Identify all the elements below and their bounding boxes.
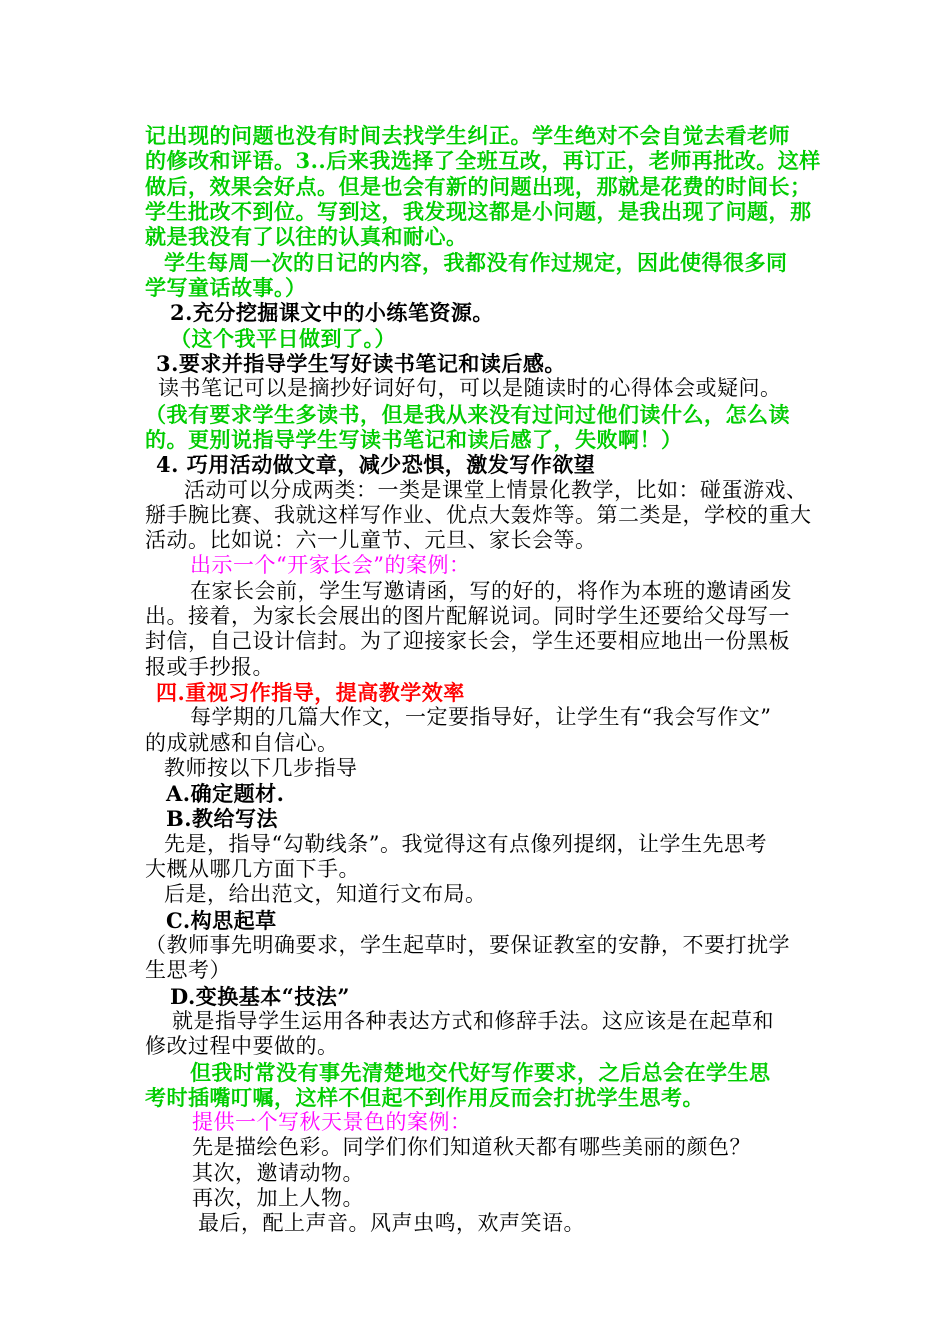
text-line: 教师按以下几步指导	[164, 756, 358, 780]
text-line: 考时插嘴叮嘱，这样不但起不到作用反而会打扰学生思考。	[145, 1085, 704, 1110]
text-line: 学写童话故事。）	[145, 275, 307, 300]
text-line: 出。接着，为家长会展出的图片配解说词。同时学生还要给父母写一	[145, 604, 790, 628]
text-line: 其次，邀请动物。	[192, 1161, 364, 1185]
text-line: 每学期的几篇大作文，一定要指导好，让学生有“我会写作文”	[190, 705, 772, 729]
text-line: 活动可以分成两类：一类是课堂上情景化教学，比如：碰蛋游戏、	[184, 478, 808, 502]
text-line: （教师事先明确要求，学生起草时，要保证教室的安静，不要打扰学	[145, 933, 790, 957]
case-heading: 出示一个“开家长会”的案例：	[190, 553, 471, 577]
text-line: 学生每周一次的日记的内容，我都没有作过规定，因此使得很多同	[164, 250, 788, 275]
text-line: 学生批改不到位。写到这，我发现这都是小问题，是我出现了问题，那	[145, 199, 812, 224]
text-line: 掰手腕比赛、我就这样写作业、优点大轰炸等。第二类是，学校的重大	[145, 503, 812, 527]
text-line: 生思考）	[145, 958, 231, 982]
text-line: 后是，给出范文，知道行文布局。	[164, 882, 487, 906]
text-line: 的修改和评语。3..后来我选择了全班互改，再订正，老师再批改。这样	[145, 148, 821, 173]
text-line: 做后，效果会好点。但是也会有新的问题出现，那就是花费的时间长；	[145, 174, 812, 199]
text-line: 就是指导学生运用各种表达方式和修辞手法。这应该是在起草和	[172, 1009, 774, 1033]
text-line: 但我时常没有事先清楚地交代好写作要求，之后总会在学生思	[190, 1060, 771, 1085]
text-line: 报或手抄报。	[145, 655, 274, 679]
text-line: 修改过程中要做的。	[145, 1034, 339, 1058]
text-line: 先是，指导“勾勒线条”。我觉得这有点像列提纲，让学生先思考	[164, 832, 767, 856]
text-line: 先是描绘色彩。同学们你们知道秋天都有哪些美丽的颜色？	[192, 1135, 751, 1159]
text-line: 最后，配上声音。风声虫鸣，欢声笑语。	[198, 1211, 585, 1235]
step-heading: D.变换基本“技法”	[170, 984, 350, 1009]
text-line: （我有要求学生多读书，但是我从来没有过问过他们读什么，怎么读	[145, 402, 790, 427]
text-line: 封信，自己设计信封。为了迎接家长会，学生还要相应地出一份黑板	[145, 629, 790, 653]
step-heading: C.构思起草	[166, 908, 277, 933]
chapter-heading: 四.重视习作指导，提高教学效率	[156, 680, 465, 705]
text-line: 的成就感和自信心。	[145, 731, 339, 755]
case-heading: 提供一个写秋天景色的案例：	[192, 1110, 472, 1134]
step-heading: A.确定题材.	[166, 781, 285, 806]
text-line: 就是我没有了以往的认真和耐心。	[145, 224, 468, 249]
text-line: 记出现的问题也没有时间去找学生纠正。学生绝对不会自觉去看老师	[145, 123, 790, 148]
text-line: 的。更别说指导学生写读书笔记和读后感了，失败啊！）	[145, 427, 683, 452]
step-heading: B.教给写法	[166, 806, 279, 831]
text-line: 活动。比如说：六一儿童节、元旦、家长会等。	[145, 528, 597, 552]
section-heading: 4. 巧用活动做文章，减少恐惧，激发写作欲望	[156, 452, 596, 477]
text-line: （这个我平日做到了。）	[170, 326, 396, 351]
text-line: 在家长会前，学生写邀请函，写的好的，将作为本班的邀请函发	[190, 579, 792, 603]
text-line: 大概从哪几方面下手。	[145, 857, 360, 881]
text-line: 读书笔记可以是摘抄好词好句，可以是随读时的心得体会或疑问。	[158, 376, 782, 400]
text-line: 再次，加上人物。	[192, 1186, 364, 1210]
section-heading: 2.充分挖掘课文中的小练笔资源。	[170, 300, 494, 325]
section-heading: 3.要求并指导学生写好读书笔记和读后感。	[156, 351, 566, 376]
